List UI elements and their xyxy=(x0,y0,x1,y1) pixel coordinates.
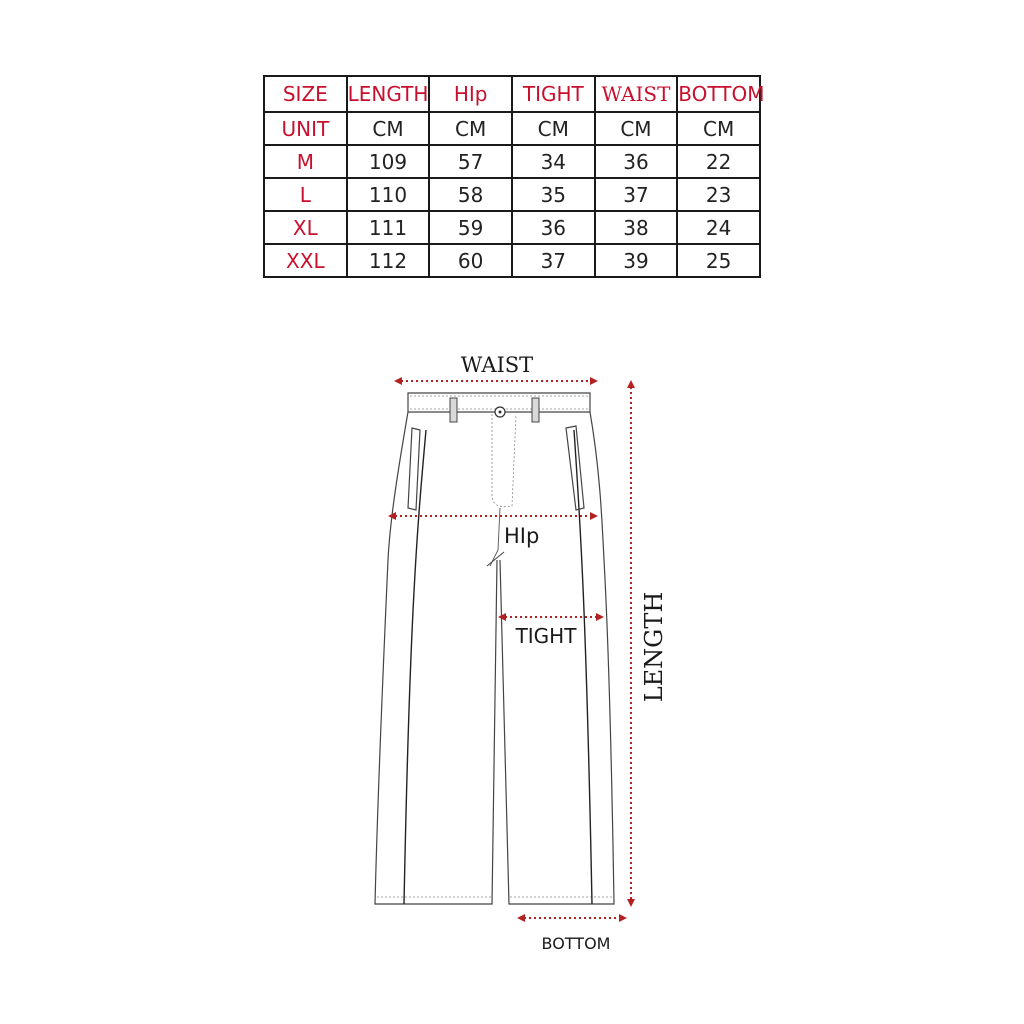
table-cell: 36 xyxy=(595,145,678,178)
waist-label: WAIST xyxy=(460,353,534,377)
header-hip: HIp xyxy=(429,76,512,112)
right-belt-loop xyxy=(532,398,539,422)
size-label: XL xyxy=(264,211,347,244)
table-cell: 39 xyxy=(595,244,678,277)
bottom-label: BOTTOM xyxy=(541,934,611,953)
unit-cell: CM xyxy=(512,112,595,145)
header-tight: TIGHT xyxy=(512,76,595,112)
left-side-seam xyxy=(404,430,426,904)
header-size: SIZE xyxy=(264,76,347,112)
tight-label: TIGHT xyxy=(515,624,577,648)
table-cell: 37 xyxy=(595,178,678,211)
size-label: M xyxy=(264,145,347,178)
left-leg-outline xyxy=(375,412,497,904)
size-label: L xyxy=(264,178,347,211)
table-cell: 59 xyxy=(429,211,512,244)
table-cell: 37 xyxy=(512,244,595,277)
button-center xyxy=(499,411,502,414)
measurement-arrows xyxy=(390,381,631,918)
length-label: LENGTH xyxy=(640,591,668,703)
hip-label: HIp xyxy=(504,524,540,548)
table-cell: 110 xyxy=(347,178,430,211)
unit-cell: CM xyxy=(595,112,678,145)
unit-cell: CM xyxy=(677,112,760,145)
header-bottom: BOTTOM xyxy=(677,76,760,112)
table-cell: 112 xyxy=(347,244,430,277)
table-cell: 57 xyxy=(429,145,512,178)
table-cell: 58 xyxy=(429,178,512,211)
header-length: LENGTH xyxy=(347,76,430,112)
unit-cell: CM xyxy=(347,112,430,145)
table-cell: 23 xyxy=(677,178,760,211)
unit-cell: CM xyxy=(429,112,512,145)
table-cell: 22 xyxy=(677,145,760,178)
header-waist: WAIST xyxy=(595,76,678,112)
table-cell: 36 xyxy=(512,211,595,244)
table-cell: 24 xyxy=(677,211,760,244)
table-cell: 38 xyxy=(595,211,678,244)
size-label: XXL xyxy=(264,244,347,277)
table-cell: 34 xyxy=(512,145,595,178)
table-cell: 111 xyxy=(347,211,430,244)
table-cell: 35 xyxy=(512,178,595,211)
unit-label: UNIT xyxy=(264,112,347,145)
left-belt-loop xyxy=(450,398,457,422)
table-cell: 60 xyxy=(429,244,512,277)
fly-stitch xyxy=(492,414,516,507)
right-leg-outline xyxy=(500,412,614,904)
left-pocket xyxy=(408,428,420,510)
table-cell: 25 xyxy=(677,244,760,277)
pants-outline xyxy=(375,393,614,904)
table-cell: 109 xyxy=(347,145,430,178)
